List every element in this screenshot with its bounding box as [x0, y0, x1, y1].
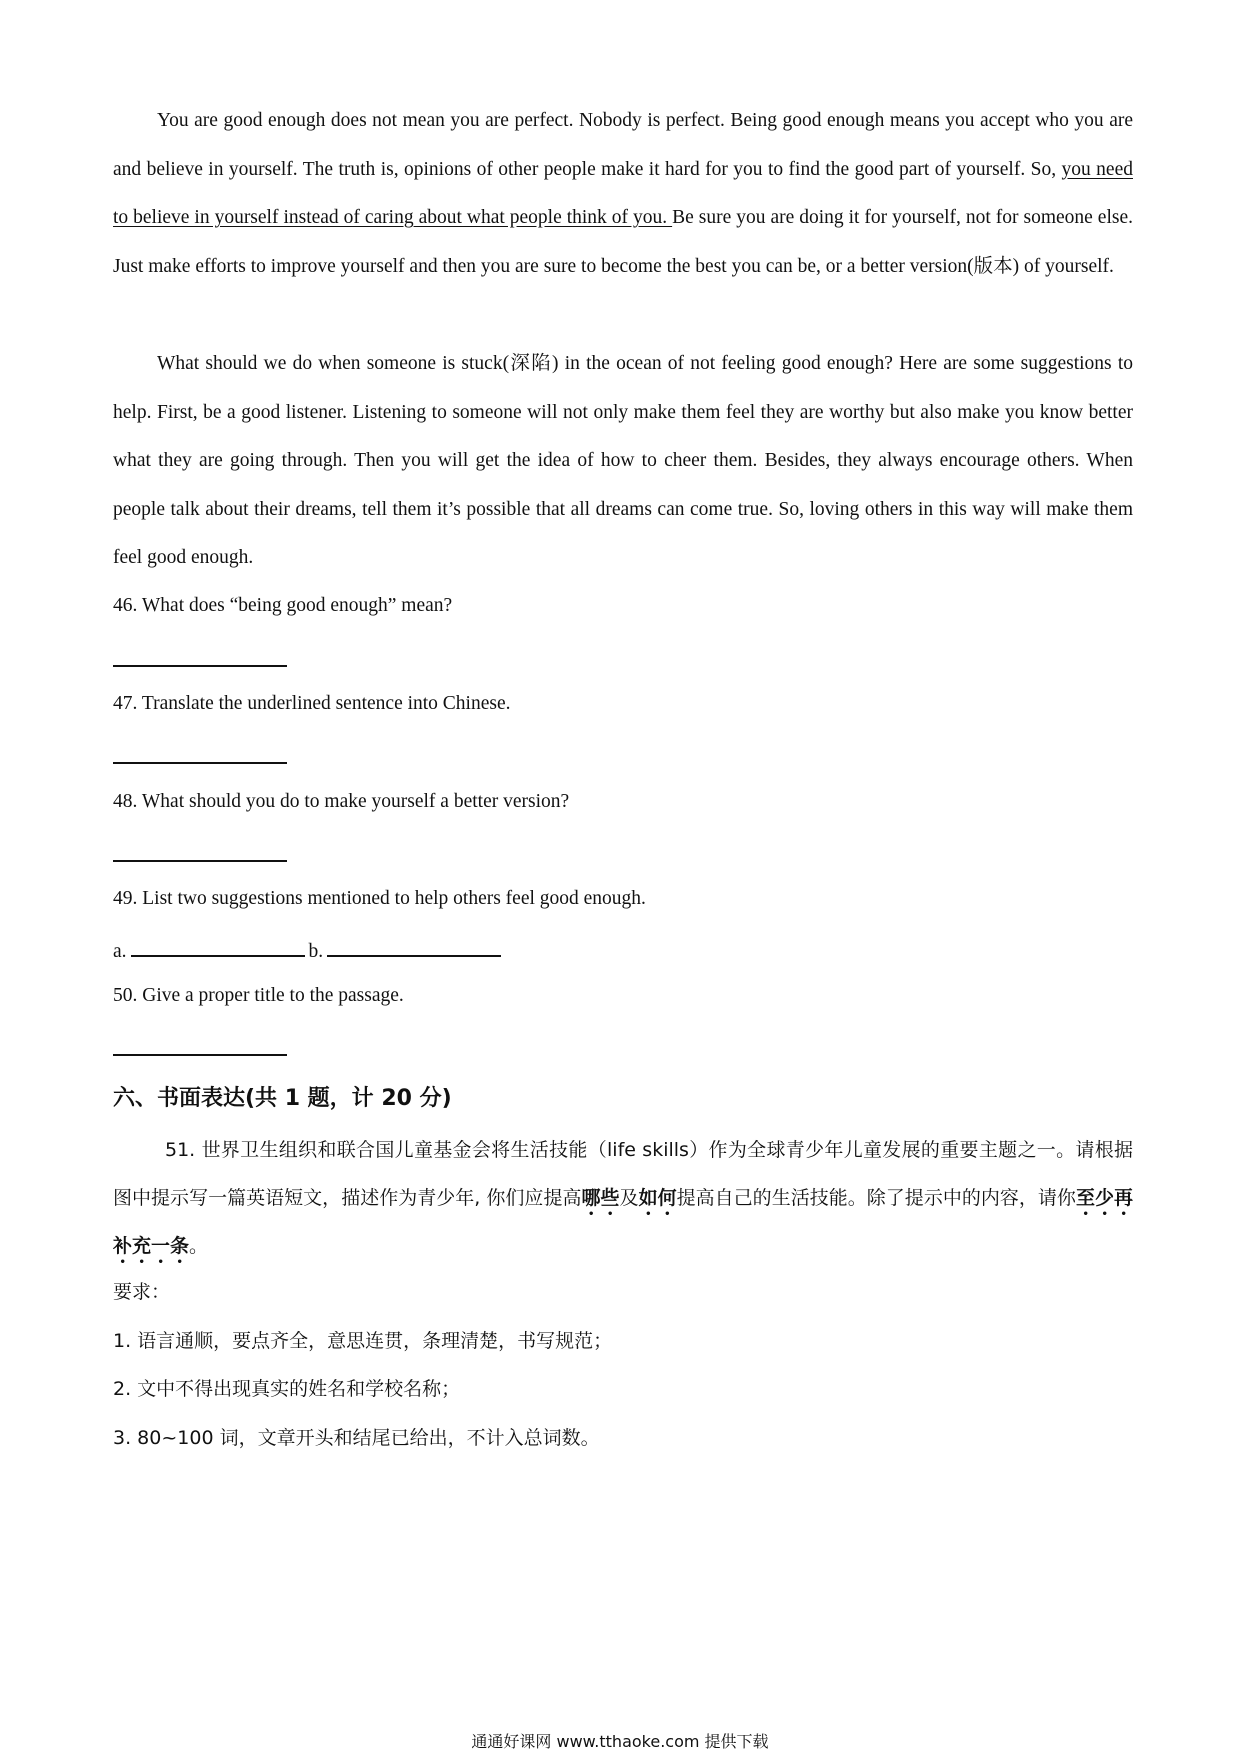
writing-prompt: 51. 世界卫生组织和联合国儿童基金会将生活技能（life skills）作为全球青少年儿童发展的重要主题之一。请根据图中提示写一篇英语短文，描述作为青少年, 你们应提高哪些及如何提高自己的生活技能。除了提示中的内容，请你至少再补充一条。	[113, 1139, 1133, 1257]
question-49: 49. List two suggestions mentioned to help others feel good enough.	[113, 888, 646, 909]
question-50: 50. Give a proper title to the passage.	[113, 985, 404, 1006]
requirement-1: 1. 语言通顺，要点齐全，意思连贯，条理清楚，书写规范；	[113, 1330, 613, 1352]
answer-blank-46[interactable]	[113, 665, 287, 667]
requirements-label: 要求：	[113, 1281, 171, 1303]
question-47: 47. Translate the underlined sentence into Chinese.	[113, 693, 511, 714]
answer-blank-49b[interactable]	[327, 937, 501, 957]
passage-paragraph-1: You are good enough does not mean you are perfect. Nobody is perfect. Being good enough means you accept who you are and believe in yourself. The truth is, opinions of other people make it hard for you to find the good part of yourself. So, you need to believe in yourself instead of caring about what people think of you. Be sure you are doing it for yourself, not for someone else. Just make efforts to improve yourself and then you are sure to become the best you can be, or a better version(版本) of yourself.	[113, 110, 1133, 277]
question-48: 48. What should you do to make yourself a better version?	[113, 791, 570, 812]
requirement-3: 3. 80~100 词，文章开头和结尾已给出，不计入总词数。	[113, 1427, 600, 1449]
question-46: 46. What does “being good enough” mean?	[113, 595, 453, 616]
answer-blank-47[interactable]	[113, 762, 287, 764]
emphasis-at-least-one-more: 至少再补充一条	[113, 1187, 1133, 1257]
section-title-writing: 六、书面表达(共 1 题，计 20 分)	[113, 1086, 452, 1111]
answer-blank-49a[interactable]	[131, 937, 305, 957]
emphasis-how: 如何	[638, 1187, 677, 1209]
question-49-blanks: a. b.	[113, 937, 505, 963]
passage-paragraph-2: What should we do when someone is stuck(深陷) in the ocean of not feeling good enough? Here are some suggestions to help. First, be a good listener. Listening to someone will not only make them feel they are worthy but also make you know better what they are going through. Then you will get the idea of how to cheer them. Besides, they always encourage others. When people talk about their dreams, tell them it’s possible that all dreams can come true. So, loving others in this way will make them feel good enough.	[113, 353, 1133, 568]
answer-blank-48[interactable]	[113, 860, 287, 862]
emphasis-which: 哪些	[581, 1187, 620, 1209]
underlined-sentence: you need to believe in yourself instead of caring about what people think of you.	[113, 158, 1133, 228]
requirement-2: 2. 文中不得出现真实的姓名和学校名称；	[113, 1378, 461, 1400]
footer-watermark: 通通好课网 www.tthaoke.com 提供下载	[471, 1732, 769, 1751]
answer-blank-50[interactable]	[113, 1054, 287, 1056]
